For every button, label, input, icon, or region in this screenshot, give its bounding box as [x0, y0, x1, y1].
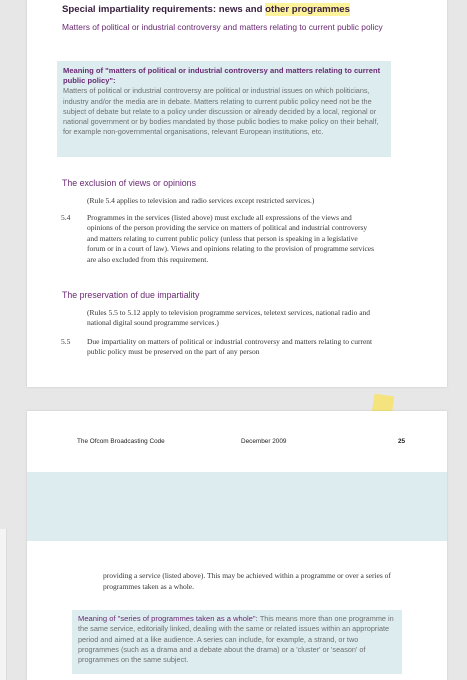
adjacent-window-edge	[0, 529, 7, 680]
meaning-box-body: Matters of political or industrial controversy are political or industrial issues on which politicians, industry and/or the media are in debate. Matters relating to current public policy need not be the subject of debate but relate to a policy under discussion or already decided by a local, regional or national government or by bodies mandated by those public bodies to make policy on their behalf, for example non-governmental organisations, relevant European institutions, etc.	[63, 86, 379, 137]
rule-5-5-number: 5.5	[61, 337, 71, 346]
page-number: 25	[398, 438, 406, 445]
meaning-box-political-controversy	[57, 61, 391, 157]
document-page-24	[27, 0, 447, 387]
rule-5-5-text: Due impartiality on matters of political or industrial controversy and matters relating to current public policy must be preserved on the part of any person	[87, 337, 373, 357]
continued-rule-text: providing a service (listed above). This may be achieved within a programme or over a series of programmes taken as a whole.	[103, 571, 391, 591]
meaning-box-body: This means more than one programme in the same service, editorially linked, dealing with the same or related issues within an appropriate period and aimed at a like audience. A series can include, for example, a strand, or two programmes (such as a drama and a debate about the drama) or a 'cluster' or 'season' of programmes on the same subject.	[78, 614, 394, 665]
rule-5-4-number: 5.4	[61, 213, 71, 222]
footer-title: The Ofcom Broadcasting Code	[77, 438, 165, 445]
highlighted-text: other programmes	[265, 4, 350, 15]
section-subheading: Matters of political or industrial controversy and matters relating to current public policy	[62, 22, 383, 32]
document-page-25	[27, 411, 447, 680]
header-band	[27, 472, 447, 541]
preservation-note: (Rules 5.5 to 5.12 apply to television programme services, teletext services, national radio and national digital sound programme services.)	[87, 308, 371, 328]
exclusion-heading: The exclusion of views or opinions	[62, 178, 196, 188]
footer-date: December 2009	[241, 438, 287, 445]
meaning-box-series-of-programmes	[72, 610, 402, 674]
meaning-box-title: Meaning of "series of programmes taken as a whole":	[78, 614, 260, 623]
rule-5-4-text: Programmes in the services (listed above) must exclude all expressions of the views and opinions of the person providing the service on matters of political and industrial controversy and matters relating to current public policy (unless that person is speaking in a legislative forum or in a court of law). Views and opinions relating to the provision of programme services are also excluded from this requirement.	[87, 213, 375, 264]
section-heading: Special impartiality requirements: news and other programmes	[62, 4, 350, 15]
exclusion-note: (Rule 5.4 applies to television and radio services except restricted services.)	[87, 196, 315, 205]
meaning-box-title: Meaning of "matters of political or industrial controversy and matters relating to current public policy":	[63, 66, 381, 86]
preservation-heading: The preservation of due impartiality	[62, 290, 200, 300]
